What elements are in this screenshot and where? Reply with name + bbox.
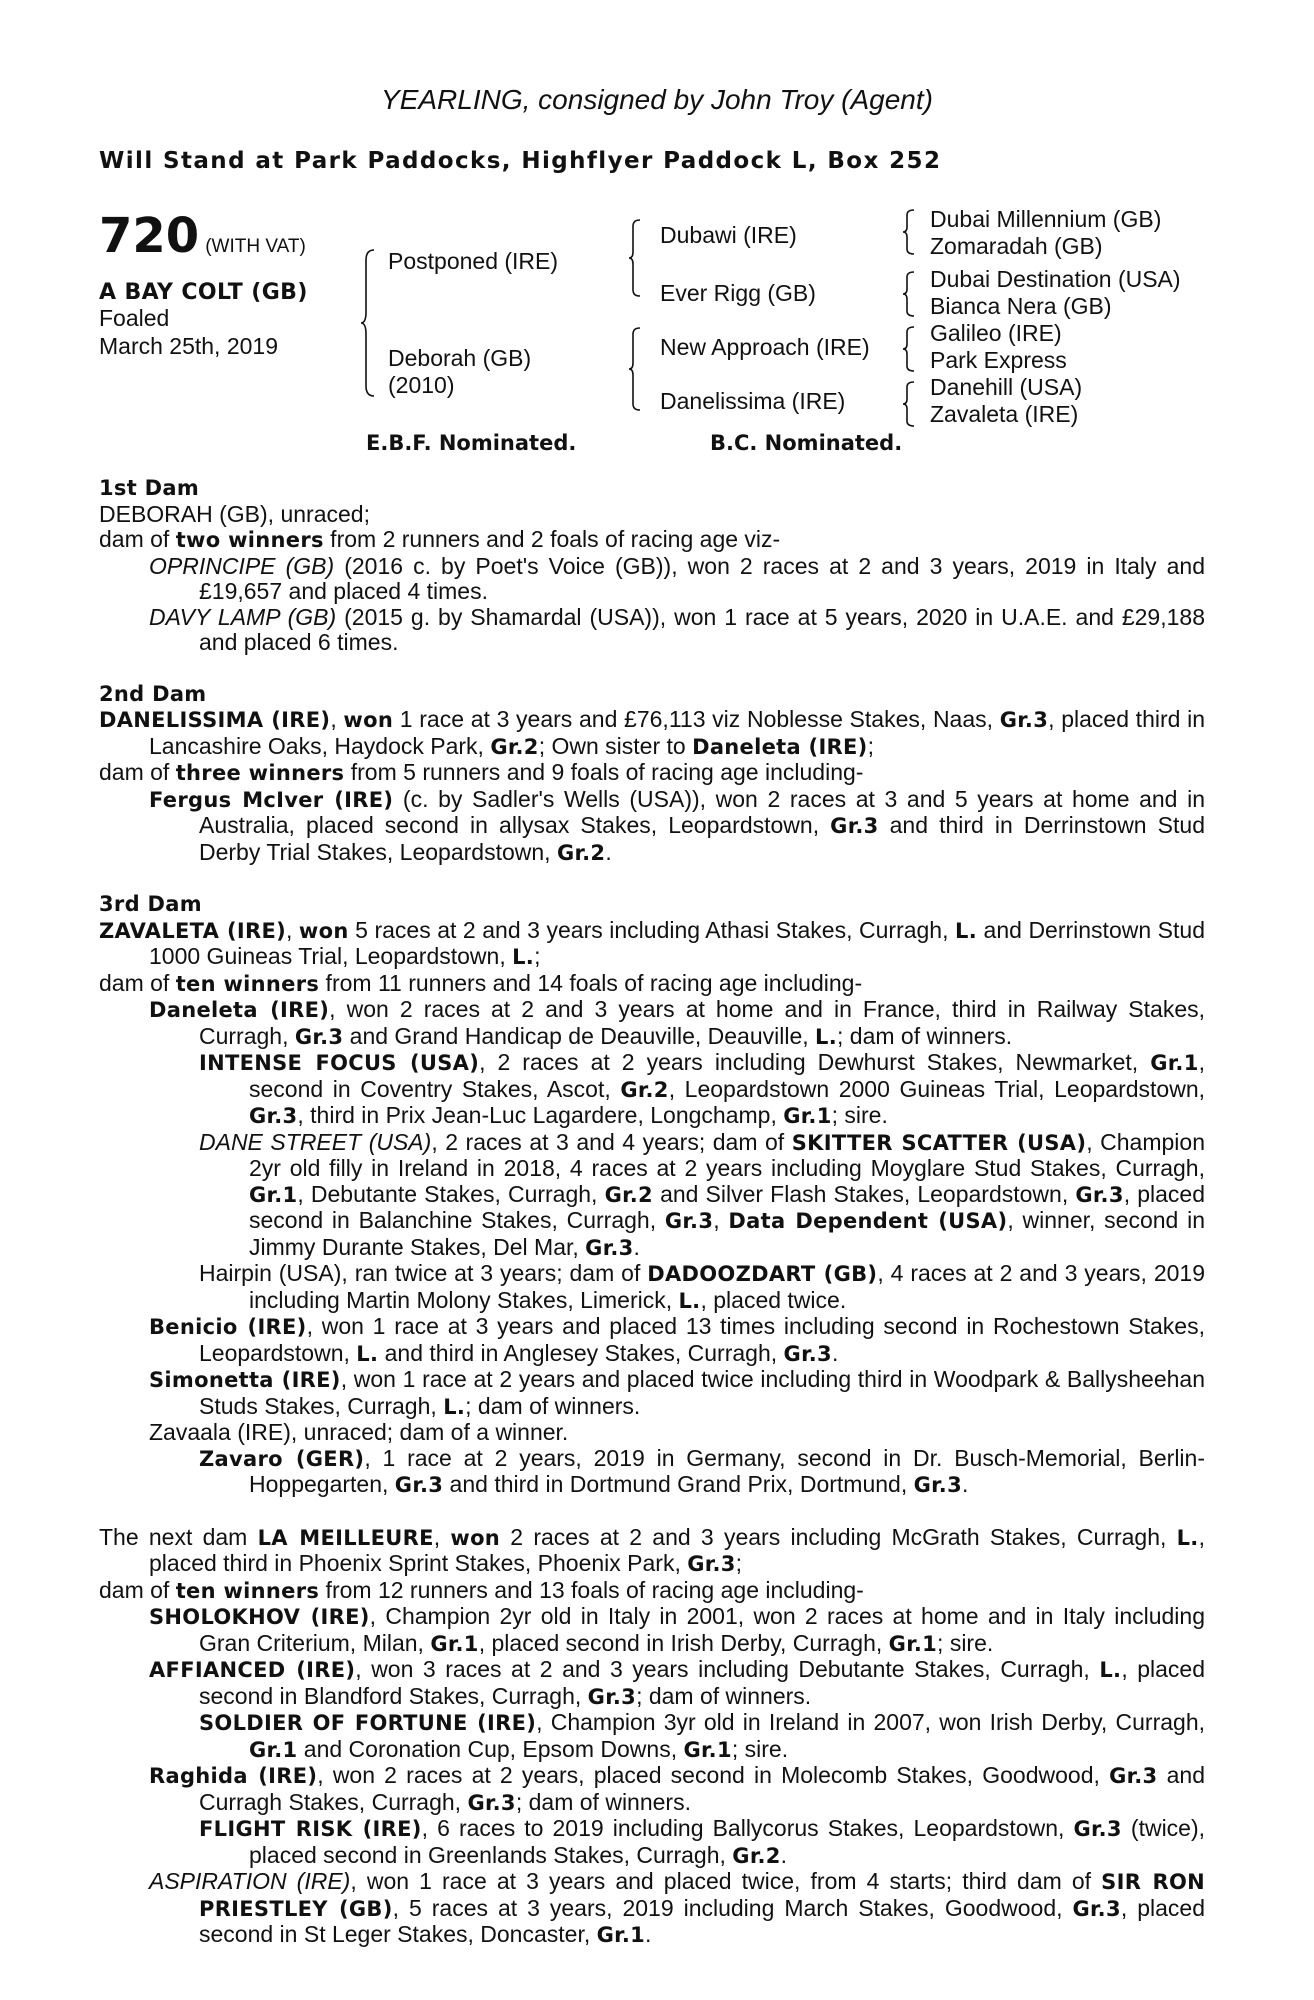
pedigree-brace-g1 [902, 208, 916, 256]
stabling-line: Will Stand at Park Paddocks, Highflyer Paddock L, Box 252 [99, 148, 942, 174]
lot-description: A BAY COLT (GB) [99, 280, 308, 305]
pedigree-dam-dam: Danelissima (IRE) [660, 388, 846, 414]
third-dam-dam-of: dam of ten winners from 11 runners and 14 foals of racing age including- [99, 969, 863, 996]
ebf-nomination: E.B.F. Nominated. [366, 431, 577, 455]
pedigree-dam: Deborah (GB) [388, 345, 532, 371]
next-dam-dam-of: dam of ten winners from 12 runners and 13 foals of racing age including- [99, 1576, 864, 1603]
pedigree-g2: Zomaradah (GB) [930, 233, 1103, 259]
next-dam-soldier-of-fortune: SOLDIER OF FORTUNE (IRE), Champion 3yr old in Ireland in 2007, won Irish Derby, Curragh, Gr.1 and Coronation Cup, Epsom Downs, Gr.1; sire. [199, 1709, 1205, 1762]
pedigree-brace-sire [628, 218, 642, 298]
lot-number: 720 [99, 208, 200, 264]
consignor-line: YEARLING, consigned by John Troy (Agent) [381, 84, 933, 115]
third-dam-record: ZAVALETA (IRE), won 5 races at 2 and 3 years including Athasi Stakes, Curragh, L. and Derrinstown Stud 1000 Guineas Trial, Leopardstown, L.; [99, 916, 1205, 969]
foaled-date: March 25th, 2019 [99, 333, 279, 359]
pedigree-g5: Galileo (IRE) [930, 320, 1062, 346]
bc-nomination: B.C. Nominated. [710, 431, 903, 455]
third-dam-dane-street: DANE STREET (USA), 2 races at 3 and 4 years; dam of SKITTER SCATTER (USA), Champion 2yr old filly in Ireland in 2018, 4 races at 2 years including Moyglare Stud Stakes, Curragh, Gr.1, Debutante Stakes, Curragh, Gr.2 and Silver Flash Stakes, Leopardstown, Gr.3, placed second in Balanchine Stakes, Curragh, Gr.3, Data Dependent (USA), winner, second in Jimmy Durante Stakes, Del Mar, Gr.3. [199, 1128, 1206, 1260]
produce-record [99, 476, 1205, 1949]
vat-note: (WITH VAT) [205, 236, 306, 257]
pedigree-sire-dam: Ever Rigg (GB) [660, 280, 816, 306]
second-dam-dam-of: dam of three winners from 5 runners and 9 foals of racing age including- [99, 759, 864, 785]
pedigree-brace-g2 [902, 270, 916, 318]
next-dam-record: The next dam LA MEILLEURE, won 2 races at 2 and 3 years including McGrath Stakes, Curragh, L., placed third in Phoenix Sprint Stakes, Phoenix Park, Gr.3; [99, 1523, 1205, 1576]
second-dam-heading: 2nd Dam [99, 681, 207, 706]
third-dam-benicio: Benicio (IRE), won 1 race at 3 years and placed 13 times including second in Rochestown Stakes, Leopardstown, L. and third in Anglesey Stakes, Curragh, Gr.3. [149, 1313, 1205, 1366]
next-dam-affianced: AFFIANCED (IRE), won 3 races at 2 and 3 years including Debutante Stakes, Curragh, L., placed second in Blandford Stakes, Curragh, Gr.3; dam of winners. [149, 1656, 1206, 1709]
foaled-label: Foaled [99, 305, 170, 331]
first-dam-progeny-1: OPRINCIPE (GB) (2016 c. by Poet's Voice (GB)), won 2 races at 2 and 3 years, 2019 in Italy and £19,657 and placed 4 times. [149, 552, 1205, 604]
pedigree-g8: Zavaleta (IRE) [930, 401, 1079, 427]
third-dam-zavaala: Zavaala (IRE), unraced; dam of a winner. [149, 1419, 569, 1445]
pedigree-dam-year: (2010) [388, 372, 455, 398]
lot-header [99, 208, 306, 264]
pedigree-brace-main [360, 248, 376, 398]
third-dam-zavaro: Zavaro (GER), 1 race at 2 years, 2019 in Germany, second in Dr. Busch-Memorial, Berlin-Hoppegarten, Gr.3 and third in Dortmund Grand Prix, Dortmund, Gr.3. [199, 1444, 1205, 1497]
first-dam-heading: 1st Dam [99, 476, 200, 500]
next-dam-raghida: Raghida (IRE), won 2 races at 2 years, placed second in Molecomb Stakes, Goodwood, Gr.3 and Curragh Stakes, Curragh, Gr.3; dam of winners. [149, 1762, 1206, 1815]
pedigree-g7: Danehill (USA) [930, 374, 1083, 400]
pedigree-g4: Bianca Nera (GB) [930, 293, 1112, 319]
next-dam-sholokhov: SHOLOKHOV (IRE), Champion 2yr old in Italy in 2001, won 2 races at home and in Italy including Gran Criterium, Milan, Gr.1, placed second in Irish Derby, Curragh, Gr.1; sire. [149, 1603, 1205, 1656]
third-dam-intense-focus: INTENSE FOCUS (USA), 2 races at 2 years including Dewhurst Stakes, Newmarket, Gr.1, second in Coventry Stakes, Ascot, Gr.2, Leopardstown 2000 Guineas Trial, Leopardstown, Gr.3, third in Prix Jean-Luc Lagardere, Longchamp, Gr.1; sire. [199, 1049, 1205, 1128]
pedigree-brace-g3 [902, 325, 916, 373]
next-dam-flight-risk: FLIGHT RISK (IRE), 6 races to 2019 including Ballycorus Stakes, Leopardstown, Gr.3 (twice), placed second in Greenlands Stakes, Curragh, Gr.2. [199, 1815, 1206, 1868]
third-dam-simonetta: Simonetta (IRE), won 1 race at 2 years and placed twice including third in Woodpark & Ballysheehan Studs Stakes, Curragh, L.; dam of winners. [149, 1366, 1205, 1419]
pedigree-g6: Park Express [930, 347, 1067, 373]
second-dam-progeny-1: Fergus McIver (IRE) (c. by Sadler's Wells (USA)), won 2 races at 3 and 5 years at home and in Australia, placed second in allysax Stakes, Leopardstown, Gr.3 and third in Derrinstown Stud Derby Trial Stakes, Leopardstown, Gr.2. [149, 785, 1205, 865]
pedigree-sire-sire: Dubawi (IRE) [660, 222, 797, 248]
horse-name: DAVY LAMP (GB) [149, 603, 337, 630]
pedigree-g3: Dubai Destination (USA) [930, 266, 1181, 292]
second-dam-record: DANELISSIMA (IRE), won 1 race at 3 years and £76,113 viz Noblesse Stakes, Naas, Gr.3, placed third in Lancashire Oaks, Haydock Park, Gr.2; Own sister to Daneleta (IRE); [99, 706, 1206, 759]
pedigree-brace-g4 [902, 380, 916, 428]
third-dam-daneleta: Daneleta (IRE), won 2 races at 2 and 3 years at home and in France, third in Railway Stakes, Curragh, Gr.3 and Grand Handicap de Deauville, Deauville, L.; dam of winners. [149, 996, 1205, 1049]
next-dam-aspiration: ASPIRATION (IRE), won 1 race at 3 years and placed twice, from 4 starts; third dam of SIR RON PRIESTLEY (GB), 5 races at 3 years, 2019 including March Stakes, Goodwood, Gr.3, placed second in St Leger Stakes, Doncaster, Gr.1. [149, 1868, 1205, 1947]
pedigree-sire: Postponed (IRE) [388, 248, 559, 274]
pedigree-brace-dam [628, 326, 642, 412]
pedigree-dam-sire: New Approach (IRE) [660, 334, 870, 360]
first-dam-name-line: DEBORAH (GB), unraced; [99, 500, 370, 527]
first-dam-dam-of: dam of two winners from 2 runners and 2 foals of racing age viz- [99, 526, 781, 552]
horse-name: OPRINCIPE (GB) [149, 552, 335, 579]
pedigree-g1: Dubai Millennium (GB) [930, 206, 1162, 232]
first-dam-progeny-2: DAVY LAMP (GB) (2015 g. by Shamardal (USA)), won 1 race at 5 years, 2020 in U.A.E. and £29,188 and placed 6 times. [149, 603, 1205, 655]
third-dam-hairpin: Hairpin (USA), ran twice at 3 years; dam of DADOOZDART (GB), 4 races at 2 and 3 years, 2019 including Martin Molony Stakes, Limerick, L., placed twice. [199, 1260, 1205, 1313]
third-dam-heading: 3rd Dam [99, 892, 202, 916]
